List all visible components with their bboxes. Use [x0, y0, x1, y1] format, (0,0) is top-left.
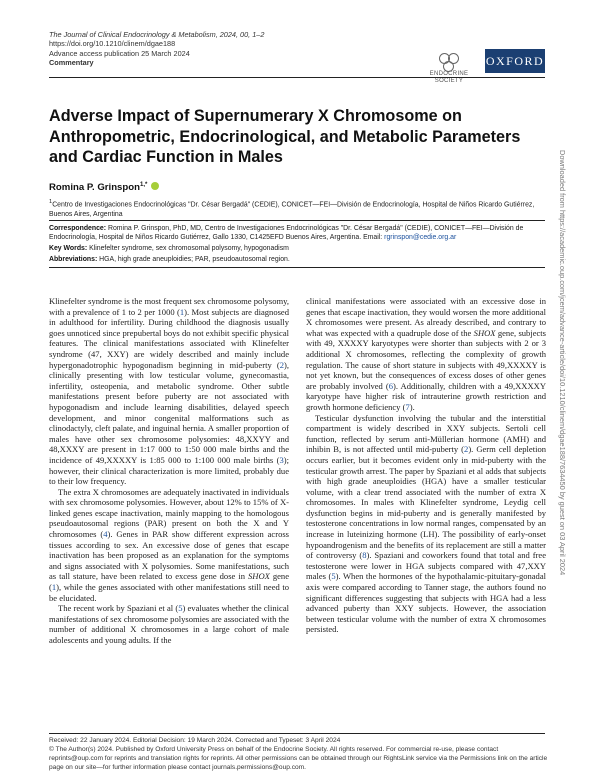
paragraph: Klinefelter syndrome is the most frequent sex chromosome polysomy, with a prevalence of 1 to 2 per 1000 (1). Most subjects are diagnosed in adulthood for infertility. During childhood the diagnosis usually goes unnoticed since prepubertal boys do not exhibit specific physical features. The clinical manifestations associated with Klinefelter syndrome (47, XXY) are widely described and mainly include hypergonadotrophic hypogonadism beginning in mid-puberty (2), clinically presenting with low testicular volume, gynecomastia, infertility, osteopenia, and metabolic syndrome. Other subtle manifestations present before puberty are not associated with hypogonadism and include learning disabilities, delayed speech development, and minor congenital malformations such as clinodactyly, cleft palate, and inguinal hernia. A smaller proportion of males have other sex chromosome polysomies: 48,XXYY and 48,XXXY are present in 1:17 000 to 1:50 000 male births and the incidence of 49,XXXXY is 1:85 000 to 1:100 000 male births (3); however, their clinical characterization is more limited, probably due to their low frequency.	[49, 296, 289, 487]
journal-header	[49, 30, 264, 68]
copyright-notice: © The Author(s) 2024. Published by Oxford University Press on behalf of the Endocrine Society. All rights reserved. For commercial re-use, please contact reprints@oup.com for reprints and translation rights for reprints. All other permissions can be obtained through our RightsLink service via the Permissions link on the article page on our site—for further information please contact journals.permissions@oup.com.	[49, 745, 548, 771]
orcid-icon[interactable]	[151, 182, 159, 190]
body-column-left	[49, 296, 289, 646]
body-column-right	[306, 296, 546, 635]
reference-link[interactable]: 1	[179, 306, 185, 317]
affiliation-text: Centro de Investigaciones Endocrinológicas "Dr. César Bergadá" (CEDIE), CONICET—FEI—División de Endocrinología, Hospital de Niños Ricardo Gutiérrez, Buenos Aires, Argentina	[49, 201, 535, 218]
oxford-logo: OXFORD	[485, 49, 545, 73]
reference-link[interactable]: 1	[51, 582, 57, 593]
paragraph: Testicular dysfunction involving the tubular and the interstitial compartment is widely described in XXY subjects. Sertoli cell function, reflected by serum anti-Müllerian hormone (AMH) and inhibin B, is not affected until mid-puberty (2). Germ cell depletion occurs earlier, but it becomes evident only in mid-puberty with the testicular growth arrest. The paper by Spaziani et al adds that subjects with high grade aneuploidies (HGA) have a smaller testicular volume, with a clear trend associated with the number of extra X chromosomes. In males with Klinefelter syndrome, Leydig cell dysfunction begins in mid-puberty and is generally manifested by testosterone concentrations in low normal ranges, compensated by an increase in luteinizing hormone (LH). The possibility of early-onset hypoandrogenism and the benefits of its replacement are still a matter of controversy (8). Spaziani and coworkers found that total and free testosterone were lower in HGA subjects compared with 47,XXY males (5). When the hormones of the hypothalamic-pituitary-gonadal axis were compared according to Tanner stage, the authors found no significant differences suggesting that subjects with HGA had a less advanced puberty than XXY subjects. However, the association between testicular volume with the number of extra X chromosomes persisted.	[306, 412, 546, 635]
reference-link[interactable]: 2	[279, 359, 285, 370]
keywords-text: Klinefelter syndrome, sex chromosomal polysomy, hypogonadism	[89, 245, 289, 252]
reference-link[interactable]: 3	[279, 454, 284, 465]
article-title: Adverse Impact of Supernumerary X Chromosome on Anthropometric, Endocrinological, and Metabolic Parameters and Cardiac Function in Males	[49, 107, 521, 166]
reference-link[interactable]: 4	[103, 529, 108, 540]
keywords	[49, 244, 549, 253]
correspondence-label: Correspondence:	[49, 225, 107, 232]
endocrine-society-mark-icon	[439, 53, 459, 71]
reference-link[interactable]: 7	[405, 401, 410, 412]
paragraph: clinical manifestations were associated with an excessive dose in genes that escape inactivation, they would worsen the more additional X chromosomes were present. As already described, and contrary to what was expected with a quadruple dose of the SHOX gene, subjects with 49, XXXXY karyotypes were shorter than subjects with 2 or 3 additional X chromosomes, reflecting the complexity of growth regulation. The cause of short stature in subjects with 49,XXXXY is not yet known, but the consequences of excess doses of other genes are probably involved (6). Additionally, children with a 49,XXXXY karyotype have higher risk of intrauterine growth restriction and growth hormone deficiency (7).	[306, 296, 546, 412]
endocrine-society-wordmark: ENDOCRINE SOCIETY	[429, 71, 469, 84]
affiliation-superscript: 1	[49, 199, 53, 205]
meta-rule	[49, 267, 545, 268]
reference-link[interactable]: 5	[331, 571, 336, 582]
article-category: Commentary	[49, 58, 94, 68]
footer-rule	[49, 733, 545, 734]
abbreviations-label: Abbreviations:	[49, 256, 98, 263]
journal-citation: The Journal of Clinical Endocrinology & Metabolism, 2024, 00, 1–2	[49, 30, 265, 39]
header-rule	[49, 77, 545, 78]
reference-link[interactable]: 2	[464, 444, 469, 455]
author-name[interactable]: Romina P. Grinspon	[49, 182, 140, 194]
author-superscript: 1,*	[139, 182, 148, 188]
received-dates: Received: 22 January 2024. Editorial Decision: 19 March 2024. Corrected and Typeset: 3 April 2024	[49, 737, 341, 744]
footer	[49, 737, 549, 773]
reference-link[interactable]: 5	[178, 603, 183, 614]
paragraph: The recent work by Spaziani et al (5) evaluates whether the clinical manifestations of sex chromosome polysomies are associated with the number of additional X chromosomes in a large cohort of male adolescents and young adults. If the	[49, 603, 289, 645]
correspondence-text: Romina P. Grinspon, PhD, MD, Centro de Investigaciones Endocrinológicas "Dr. César Bergadá" (CEDIE), CONICET—FEI—División de Endocrinología, Hospital de Niños Ricardo Gutiérrez, Gallo 1330, C1425EFD Buenos Aires, Argentina. Email:	[49, 225, 524, 242]
abbreviations	[49, 255, 549, 264]
paragraph: The extra X chromosomes are adequately inactivated in individuals with sex chromosome polysomies. However, about 12% to 15% of X-linked genes escape inactivation, mainly mapping to the homologous pseudoautosomal regions (PAR) present on both the X and Y chromosomes (4). Genes in PAR show different expression across tissues according to sex. An excessive dose of genes that escape inactivation has been proposed as an explanation for the symptoms and signs associated with X polysomies. Some manifestations, such as tall stature, have been related to excess gene dose in SHOX gene (1), while the genes associated with other manifestations still need to be elucidated.	[49, 486, 289, 603]
endocrine-society-logo	[424, 53, 474, 84]
keywords-label: Key Words:	[49, 245, 88, 252]
affiliation-rule	[49, 220, 545, 221]
access-date: Advance access publication 25 March 2024	[49, 48, 190, 58]
reference-link[interactable]: 6	[388, 380, 393, 391]
email-link[interactable]: rgrinspon@cedie.org.ar	[384, 234, 457, 242]
doi-link[interactable]: https://doi.org/10.1210/clinem/dgae188	[49, 39, 176, 49]
abbreviations-text: HGA, high grade aneuploidies; PAR, pseudoautosomal region.	[99, 256, 290, 263]
affiliation	[49, 198, 549, 219]
correspondence	[49, 224, 549, 242]
author-line	[49, 182, 159, 193]
reference-link[interactable]: 8	[362, 550, 367, 561]
download-watermark: Downloaded from https://academic.oup.com/jcem/advance-article/doi/10.1210/clinem/dgae188/7634450 by guest on 03 April 2024	[558, 150, 567, 576]
